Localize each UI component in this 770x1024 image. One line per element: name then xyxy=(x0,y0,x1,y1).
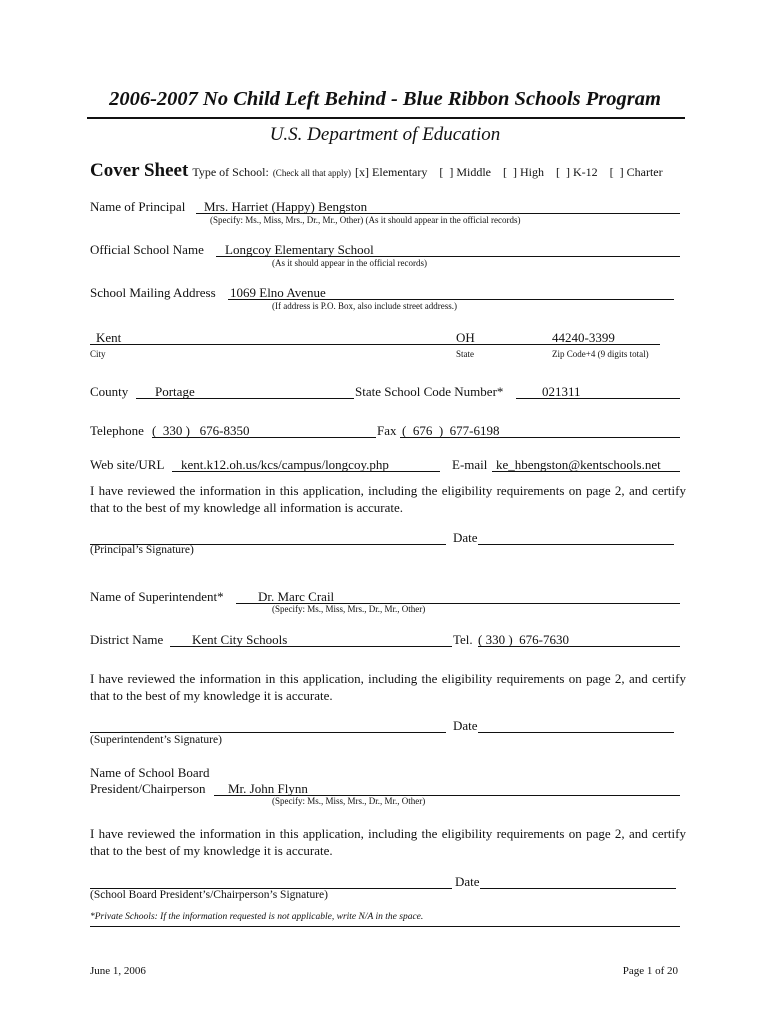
superintendent-signature-line[interactable] xyxy=(90,718,446,733)
document-title: 2006-2007 No Child Left Behind - Blue Ribbon Schools Program xyxy=(109,88,661,110)
email-label: E-mail xyxy=(452,457,488,472)
title-rule xyxy=(87,117,685,119)
superintendent-date-field[interactable] xyxy=(478,718,674,733)
school-name-value: Longcoy Elementary School xyxy=(225,242,374,257)
telephone-label: Telephone xyxy=(90,423,144,438)
mailing-address-field[interactable] xyxy=(228,285,674,300)
board-date-label: Date xyxy=(455,874,480,889)
email-field[interactable] xyxy=(492,457,680,472)
cover-sheet-row xyxy=(90,160,663,182)
school-name-hint: (As it should appear in the official records) xyxy=(272,258,428,268)
superintendent-field[interactable] xyxy=(236,589,680,604)
footnote-rule xyxy=(90,926,680,927)
state-label: State xyxy=(456,349,474,359)
district-name-label: District Name xyxy=(90,632,164,647)
state-school-code-label: State School Code Number* xyxy=(355,384,504,399)
mailing-address-value: 1069 Elno Avenue xyxy=(230,285,326,300)
county-label: County xyxy=(90,384,129,399)
district-tel-value: ( 330 ) 676-7630 xyxy=(478,632,569,647)
superintendent-certification: I have reviewed the information in this application, including the eligibility requirements on page 2, and certify that to the best of my knowledge it is accurate. xyxy=(90,671,686,703)
county-value: Portage xyxy=(155,384,195,399)
website-label: Web site/URL xyxy=(90,457,165,472)
board-label-line2: President/Chairperson xyxy=(90,781,206,796)
email-value: ke_hbengston@kentschools.net xyxy=(496,457,661,472)
principal-certification: I have reviewed the information in this application, including the eligibility requirements on page 2, and certify that to the best of my knowledge all information is accurate. xyxy=(90,483,686,515)
superintendent-signature-caption: (Superintendent’s Signature) xyxy=(90,734,222,746)
state-value: OH xyxy=(456,330,475,345)
school-type-hint: (Check all that apply) xyxy=(272,168,352,178)
city-label: City xyxy=(90,349,106,359)
board-certification: I have reviewed the information in this application, including the eligibility requirements on page 2, and certify that to the best of my knowledge it is accurate. xyxy=(90,826,686,858)
county-field[interactable] xyxy=(136,384,354,399)
principal-hint: (Specify: Ms., Miss, Mrs., Dr., Mr., Other) (As it should appear in the official records) xyxy=(210,215,521,225)
school-name-field[interactable] xyxy=(216,242,680,257)
board-president-field[interactable] xyxy=(214,781,680,796)
principal-date-field[interactable] xyxy=(478,530,674,545)
principal-date-label: Date xyxy=(453,530,478,545)
fax-label: Fax xyxy=(377,423,397,438)
board-president-value: Mr. John Flynn xyxy=(228,781,308,796)
principal-signature-caption: (Principal’s Signature) xyxy=(90,544,194,556)
city-state-zip-field[interactable] xyxy=(90,330,660,345)
principal-label: Name of Principal xyxy=(90,199,186,214)
fax-value: ( 676 ) 677-6198 xyxy=(402,423,500,438)
school-type-label: Type of School: xyxy=(192,165,269,179)
cover-sheet-heading: Cover Sheet xyxy=(90,160,189,181)
district-tel-label: Tel. xyxy=(453,632,473,647)
superintendent-date-label: Date xyxy=(453,718,478,733)
principal-field[interactable] xyxy=(196,199,680,214)
page-number: Page 1 of 20 xyxy=(622,965,678,977)
board-signature-line[interactable] xyxy=(90,874,452,889)
city-value: Kent xyxy=(96,330,122,345)
superintendent-label: Name of Superintendent* xyxy=(90,589,224,604)
superintendent-hint: (Specify: Ms., Miss, Mrs., Dr., Mr., Other) xyxy=(272,604,426,614)
district-tel-field[interactable] xyxy=(478,632,680,647)
zip-label: Zip Code+4 (9 digits total) xyxy=(552,349,649,359)
mailing-address-hint: (If address is P.O. Box, also include street address.) xyxy=(272,301,457,311)
board-president-hint: (Specify: Ms., Miss, Mrs., Dr., Mr., Other) xyxy=(272,796,426,806)
district-name-value: Kent City Schools xyxy=(192,632,288,647)
school-type-options[interactable]: [x] Elementary [ ] Middle [ ] High [ ] K-12 [ ] Charter xyxy=(355,165,663,179)
board-label-line1: Name of School Board xyxy=(90,765,210,780)
department-name: U.S. Department of Education xyxy=(269,124,501,145)
school-name-label: Official School Name xyxy=(90,242,204,257)
principal-value: Mrs. Harriet (Happy) Bengston xyxy=(204,199,368,214)
superintendent-value: Dr. Marc Crail xyxy=(258,589,335,604)
board-date-field[interactable] xyxy=(480,874,676,889)
private-schools-footnote: *Private Schools: If the information requested is not applicable, write N/A in the space. xyxy=(90,912,424,922)
state-school-code-field[interactable] xyxy=(516,384,680,399)
website-value: kent.k12.oh.us/kcs/campus/longcoy.php xyxy=(181,457,389,472)
state-school-code-value: 021311 xyxy=(542,384,581,399)
zip-value: 44240-3399 xyxy=(552,330,615,345)
board-signature-caption: (School Board President’s/Chairperson’s Signature) xyxy=(90,889,328,901)
telephone-field[interactable] xyxy=(152,423,376,438)
mailing-address-label: School Mailing Address xyxy=(90,285,216,300)
principal-signature-line[interactable] xyxy=(90,530,446,545)
fax-field[interactable] xyxy=(400,423,680,438)
website-field[interactable] xyxy=(172,457,440,472)
telephone-value: ( 330 ) 676-8350 xyxy=(152,423,250,438)
district-name-field[interactable] xyxy=(170,632,452,647)
footer-date: June 1, 2006 xyxy=(90,965,146,977)
